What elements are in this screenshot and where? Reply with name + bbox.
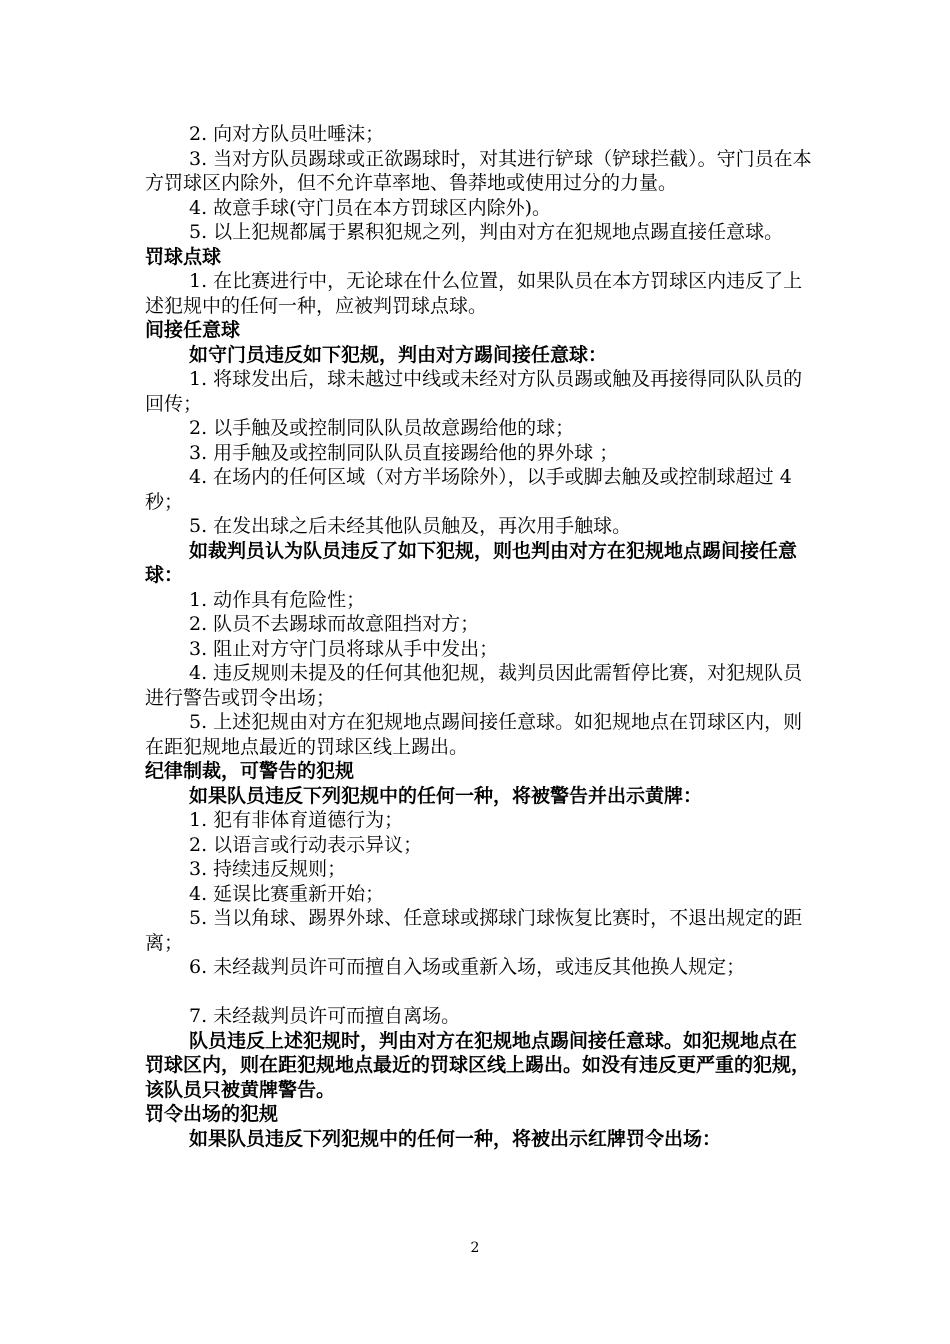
section-heading: 罚球点球 — [145, 245, 222, 268]
page-number: 2 — [470, 1240, 480, 1256]
paragraph: 队员违反上述犯规时，判由对方在犯规地点踢间接任意球。如犯规地点在罚球区内，则在距犯规地点最近的罚球区线上踢出。如没有违反更严重的犯规，该队员只被黄牌警告。 — [145, 1029, 811, 1101]
section-heading: 罚令出场的犯规 — [145, 1103, 279, 1125]
paragraph: 3. 持续违反规则； — [189, 858, 347, 880]
paragraph: 7. 未经裁判员许可而擅自离场。 — [189, 1005, 461, 1027]
paragraph: 4. 故意手球(守门员在本方罚球区内除外)。 — [189, 196, 551, 219]
paragraph: 如守门员违反如下犯规，判由对方踢间接任意球： — [189, 343, 608, 366]
paragraph: 2. 以语言或行动表示异议； — [189, 833, 423, 856]
paragraph — [145, 980, 813, 1005]
paragraph: 2. 队员不去踢球而故意阻挡对方； — [189, 613, 480, 635]
paragraph: 5. 在发出球之后未经其他队员触及，再次用手触球。 — [189, 515, 632, 537]
paragraph: 5. 当以角球、踢界外球、任意球或掷球门球恢复比赛时，不退出规定的距离； — [145, 907, 803, 954]
section-heading: 纪律制裁，可警告的犯规 — [145, 760, 355, 782]
section-heading: 间接任意球 — [145, 319, 241, 341]
document-body — [145, 122, 813, 1151]
paragraph: 如果队员违反下列犯规中的任何一种，将被警告并出示黄牌： — [189, 784, 703, 807]
paragraph: 如裁判员认为队员违反了如下犯规，则也判由对方在犯规地点踢间接任意球： — [145, 539, 798, 586]
paragraph: 4. 违反规则未提及的任何其他犯规，裁判员因此需暂停比赛，对犯规队员进行警告或罚令出场； — [145, 662, 803, 709]
paragraph: 5. 以上犯规都属于累积犯规之列，判由对方在犯规地点踢直接任意球。 — [189, 221, 784, 243]
paragraph: 1. 将球发出后，球未越过中线或未经对方队员踢或触及再接得同队队员的回传； — [145, 368, 803, 415]
paragraph: 2. 向对方队员吐唾沫； — [189, 123, 385, 145]
paragraph: 4. 延误比赛重新开始； — [189, 882, 385, 905]
paragraph: 5. 上述犯规由对方在犯规地点踢间接任意球。如犯规地点在罚球区内，则在距犯规地点最近的罚球区线上踢出。 — [145, 711, 803, 758]
paragraph: 1. 犯有非体育道德行为； — [189, 809, 404, 831]
paragraph: 3. 当对方队员踢球或正欲踢球时，对其进行铲球（铲球拦截）。守门员在本方罚球区内除外，但不允许草率地、鲁莽地或使用过分的力量。 — [145, 147, 812, 194]
paragraph: 3. 阻止对方守门员将球从手中发出； — [189, 637, 499, 660]
paragraph: 6. 未经裁判员许可而擅自入场或重新入场，或违反其他换人规定； — [189, 956, 746, 978]
paragraph: 如果队员违反下列犯规中的任何一种，将被出示红牌罚令出场： — [189, 1127, 722, 1150]
paragraph: 2. 以手触及或控制同队队员故意踢给他的球； — [189, 417, 575, 439]
paragraph: 4. 在场内的任何区域（对方半场除外），以手或脚去触及或控制球超过 4 秒； — [145, 466, 792, 513]
paragraph: 1. 动作具有危险性； — [189, 588, 366, 611]
paragraph: 3. 用手触及或控制同队队员直接踢给他的界外球 ； — [189, 441, 619, 464]
paragraph: 1. 在比赛进行中，无论球在什么位置，如果队员在本方罚球区内违反了上述犯规中的任何一种，应被判罚球点球。 — [145, 270, 803, 317]
